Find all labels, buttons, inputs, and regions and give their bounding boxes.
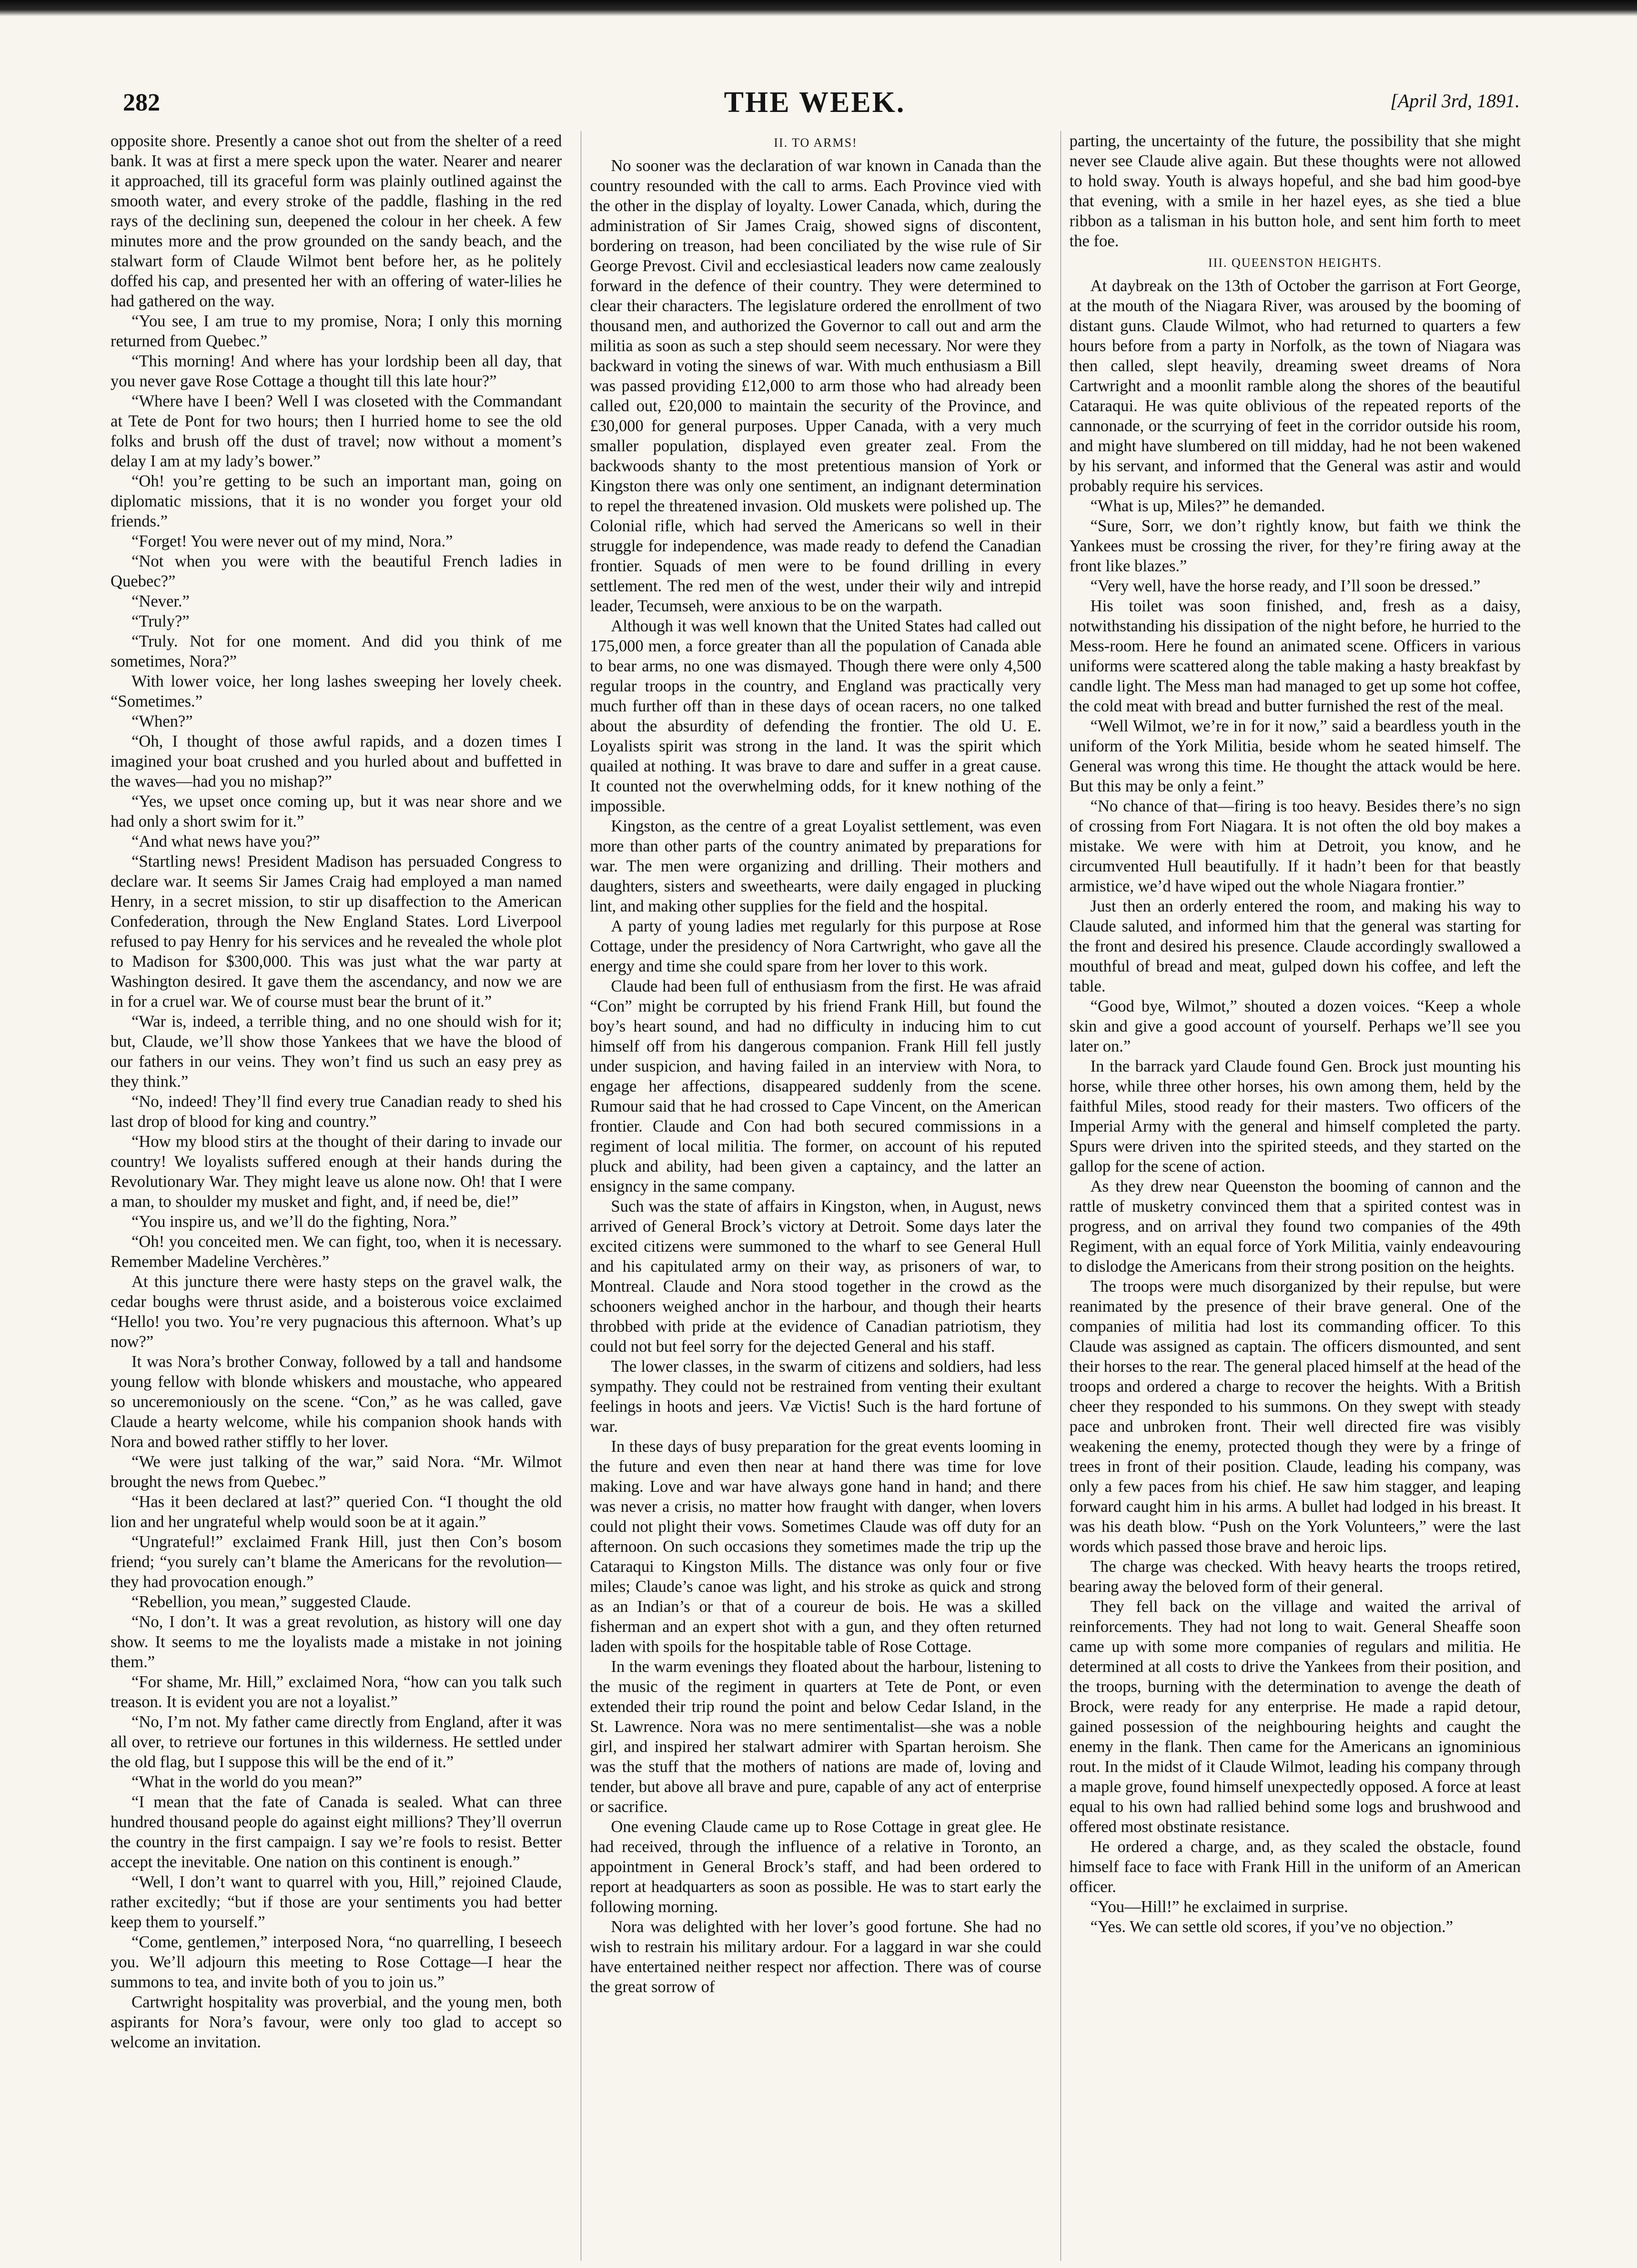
paragraph: “I mean that the fate of Canada is sealed. What can three hundred thousand people do against eight millions? They’ll overrun the country in the first campaign. I say we’re fools to resist. Better accept the inevitable. One nation on this continent is enough.” bbox=[111, 1793, 562, 1871]
issue-date: [April 3rd, 1891. bbox=[1390, 90, 1520, 111]
section-heading: II. TO ARMS! bbox=[774, 136, 858, 150]
section-heading: III. QUEENSTON HEIGHTS. bbox=[1208, 256, 1382, 270]
paragraph: “When?” bbox=[131, 712, 193, 730]
running-title: THE WEEK. bbox=[724, 86, 906, 119]
paragraph: The lower classes, in the swarm of citizens and soldiers, had less sympathy. They could not be restrained from venting their exultant feelings in hoots and jeers. Væ Victis! Such is the hard fortune of war. bbox=[590, 1357, 1041, 1436]
paragraph: parting, the uncertainty of the future, the possibility that she might never see Claude alive again. But these thoughts were not allowed to hold sway. Youth is always hopeful, and she bad him good-bye that evening, with a smile in her hazel eyes, as she tied a blue ribbon as a talisman in his button hole, and sent him forth to meet the foe. bbox=[1069, 132, 1521, 250]
paragraph: “Has it been declared at last?” queried Con. “I thought the old lion and her ungrateful whelp would soon be at it again.” bbox=[111, 1493, 562, 1531]
paragraph: “Oh! you’re getting to be such an important man, going on diplomatic missions, that it is no wonder you forget your old friends.” bbox=[111, 472, 562, 530]
paragraph: “Where have I been? Well I was closeted with the Commandant at Tete de Pont for two hours; then I hurried home to see the old folks and brush off the dust of travel; now without a moment’s delay I am at my lady’s bower.” bbox=[111, 392, 562, 470]
paragraph: Cartwright hospitality was proverbial, and the young men, both aspirants for Nora’s favour, were only too glad to accept so welcome an invitation. bbox=[111, 1993, 562, 2051]
paragraph: “Truly. Not for one moment. And did you think of me sometimes, Nora?” bbox=[111, 632, 562, 670]
paragraph: “No chance of that—firing is too heavy. Besides there’s no sign of crossing from Fort Niagara. It is not often the old boy makes a mistake. We were with him at Detroit, you know, and he circumvented Hull beautifully. If it hadn’t been for that beastly armistice, we’d have wiped out the whole Niagara frontier.” bbox=[1069, 797, 1521, 895]
paragraph: The troops were much disorganized by their repulse, but were reanimated by the presence of their brave general. One of the companies of militia had lost its commanding officer. To this Claude was assigned as captain. The officers dismounted, and sent their horses to the rear. The general placed himself at the head of the troops and ordered a charge to recover the heights. With a British cheer they responded to his summons. On they swept with steady pace and unbroken front. Their well directed fire was visibly weakening the enemy, protected though they were by a fringe of trees in front of their position. Claude, leading his company, was only a few paces from his chief. He saw him stagger, and leaping forward caught him in his arms. A bullet had lodged in his breast. It was his death blow. “Push on the York Volunteers,” were the last words which passed those brave and heroic lips. bbox=[1069, 1277, 1521, 1556]
column-2 bbox=[581, 131, 1041, 2261]
paragraph: “Oh! you conceited men. We can fight, too, when it is necessary. Remember Madeline Verchères.” bbox=[111, 1233, 562, 1271]
paragraph: “Truly?” bbox=[131, 612, 190, 630]
paragraph: “Well, I don’t want to quarrel with you, Hill,” rejoined Claude, rather excitedly; “but if those are your sentiments you had better keep them to yourself.” bbox=[111, 1873, 562, 1931]
paragraph: One evening Claude came up to Rose Cottage in great glee. He had received, through the influence of a relative in Toronto, an appointment in General Brock’s staff, and had been ordered to report at headquarters as soon as possible. He was to start early the following morning. bbox=[590, 1818, 1041, 1916]
page-number: 282 bbox=[123, 89, 160, 116]
paragraph: No sooner was the declaration of war known in Canada than the country resounded with the call to arms. Each Province vied with the other in the display of loyalty. Lower Canada, which, during the administration of Sir James Craig, showed signs of discontent, bordering on treason, had been conciliated by the wise rule of Sir George Prevost. Civil and ecclesiastical leaders now came zealously forward in the defence of their country. They were determined to clear their characters. The legislature ordered the enrollment of two thousand men, and authorized the Governor to call out and arm the militia as soon as such a step should seem necessary. Nor were they backward in voting the sinews of war. With much enthusiasm a Bill was passed providing £12,000 to arm those who had already been called out, £20,000 to maintain the security of the Province, and £30,000 for general purposes. Upper Canada, with a very much smaller population, displayed even greater zeal. From the backwoods shanty to the most pretentious mansion of York or Kingston there was only one sentiment, an indignant determination to repel the threatened invasion. Old muskets were polished up. The Colonial rifle, which had served the Americans so well in their struggle for independence, was made ready to defend the Canadian frontier. Squads of men were to be found drilling in every settlement. The red men of the west, under their wily and intrepid leader, Tecumseh, were anxious to be on the warpath. bbox=[590, 157, 1041, 615]
paragraph: At daybreak on the 13th of October the garrison at Fort George, at the mouth of the Niagara River, was aroused by the booming of distant guns. Claude Wilmot, who had returned to quarters a few hours before from a party in Norfolk, as the town of Niagara was then called, slept heavily, dreaming sweet dreams of Nora Cartwright and a moonlit ramble along the shores of the beautiful Cataraqui. He was quite oblivious of the repeated reports of the cannonade, or the scurrying of feet in the corridor outside his room, and might have slumbered on till midday, had he not been wakened by his servant, and informed that the General was astir and would probably require his services. bbox=[1069, 277, 1521, 495]
paragraph: “Ungrateful!” exclaimed Frank Hill, just then Con’s bosom friend; “you surely can’t blame the Americans for the revolution—they had provocation enough.” bbox=[111, 1533, 562, 1591]
article-columns bbox=[111, 131, 1521, 2261]
paragraph: “You inspire us, and we’ll do the fighting, Nora.” bbox=[131, 1213, 457, 1231]
paragraph: “We were just talking of the war,” said Nora. “Mr. Wilmot brought the news from Quebec.” bbox=[111, 1453, 562, 1491]
paragraph: Just then an orderly entered the room, and making his way to Claude saluted, and informed him that the general was starting for the front and desired his presence. Claude accordingly swallowed a mouthful of bread and meat, gulped down his coffee, and left the table. bbox=[1069, 897, 1521, 995]
paragraph: At this juncture there were hasty steps on the gravel walk, the cedar boughs were thrust aside, and a boisterous voice exclaimed “Hello! you two. You’re very pugnacious this afternoon. What’s up now?” bbox=[111, 1273, 562, 1351]
paragraph: “Oh, I thought of those awful rapids, and a dozen times I imagined your boat crushed and you hurled about and buffetted in the waves—had you no mishap?” bbox=[111, 732, 562, 790]
paragraph: “No, I’m not. My father came directly from England, after it was all over, to retrieve our fortunes in this wilderness. He settled under the old flag, but I suppose this will be the end of it.” bbox=[111, 1713, 562, 1771]
paragraph: In the warm evenings they floated about the harbour, listening to the music of the regiment in quarters at Tete de Pont, or even extended their trip round the point and below Cedar Island, in the St. Lawrence. Nora was no mere sentimentalist—she was a noble girl, and inspired her stalwart admirer with Spartan heroism. She was the stuff that the mothers of nations are made of, loving and tender, but above all brave and pure, capable of any act of enterprise or sacrifice. bbox=[590, 1658, 1041, 1816]
paragraph: “Yes, we upset once coming up, but it was near shore and we had only a short swim for it.” bbox=[111, 792, 562, 830]
scan-edge bbox=[0, 0, 1637, 16]
page-header bbox=[110, 86, 1520, 124]
paragraph: “You see, I am true to my promise, Nora; I only this morning returned from Quebec.” bbox=[111, 312, 562, 350]
paragraph: “War is, indeed, a terrible thing, and no one should wish for it; but, Claude, we’ll show those Yankees that we have the blood of our fathers in our veins. They won’t find us such an easy prey as they think.” bbox=[111, 1012, 562, 1091]
paragraph: “What in the world do you mean?” bbox=[131, 1773, 362, 1791]
paragraph: Claude had been full of enthusiasm from the first. He was afraid “Con” might be corrupted by his friend Frank Hill, but found the boy’s heart sound, and had no difficulty in inducing him to cut himself off from his dangerous companion. Frank Hill fell justly under suspicion, and having failed in an interview with Nora, to engage her affections, disappeared suddenly from the scene. Rumour said that he had crossed to Cape Vincent, on the American frontier. Claude and Con had both secured commissions in a regiment of local militia. The former, on account of his reputed pluck and ability, had been given a captaincy, and the latter an ensigncy in the same company. bbox=[590, 977, 1041, 1195]
paragraph: “Forget! You were never out of my mind, Nora.” bbox=[131, 532, 453, 550]
paragraph: “Not when you were with the beautiful French ladies in Quebec?” bbox=[111, 552, 562, 590]
column-3 bbox=[1061, 131, 1521, 2261]
paragraph: A party of young ladies met regularly for this purpose at Rose Cottage, under the presidency of Nora Cartwright, who gave all the energy and time she could spare from her lover to this work. bbox=[590, 917, 1041, 975]
paragraph: They fell back on the village and waited the arrival of reinforcements. They had not long to wait. General Sheaffe soon came up with some more companies of regulars and militia. He determined at all costs to drive the Yankees from their position, and the troops, burning with the determination to avenge the death of Brock, were ready for any enterprise. He made a rapid detour, gained possession of the neighbouring heights and caught the enemy in the flank. Then came for the Americans an ignominious rout. In the midst of it Claude Wilmot, leading his company through a maple grove, found himself unexpectedly opposed. A force at least equal to his own had rallied behind some logs and brushwood and offered most obstinate resistance. bbox=[1069, 1598, 1521, 1836]
paragraph: “Startling news! President Madison has persuaded Congress to declare war. It seems Sir James Craig had employed a man named Henry, in a secret mission, to stir up disaffection to the American Confederation, through the New England States. Lord Liverpool refused to pay Henry for his services and he revealed the whole plot to Madison for $300,000. This was just what the war party at Washington desired. It gave them the ascendancy, and now we are in for a cruel war. We of course must bear the brunt of it.” bbox=[111, 852, 562, 1011]
paragraph: “You—Hill!” he exclaimed in surprise. bbox=[1090, 1898, 1348, 1916]
paragraph: “Well Wilmot, we’re in for it now,” said a beardless youth in the uniform of the York Militia, beside whom he seated himself. The General was wrong this time. He thought the attack would be here. But this may be only a feint.” bbox=[1069, 717, 1521, 795]
paragraph: In the barrack yard Claude found Gen. Brock just mounting his horse, while three other horses, his own among them, held by the faithful Miles, stood ready for their masters. Two officers of the Imperial Army with the general and himself completed the party. Spurs were driven into the spirited steeds, and they started on the gallop for the scene of action. bbox=[1069, 1057, 1521, 1175]
paragraph: With lower voice, her long lashes sweeping her lovely cheek. “Sometimes.” bbox=[111, 672, 562, 710]
paragraph: “Never.” bbox=[131, 592, 190, 610]
paragraph: “This morning! And where has your lordship been all day, that you never gave Rose Cottage a thought till this late hour?” bbox=[111, 352, 562, 390]
paragraph: The charge was checked. With heavy hearts the troops retired, bearing away the beloved form of their general. bbox=[1069, 1558, 1521, 1596]
paragraph: “Yes. We can settle old scores, if you’ve no objection.” bbox=[1090, 1918, 1453, 1936]
paragraph: “No, indeed! They’ll find every true Canadian ready to shed his last drop of blood for king and country.” bbox=[111, 1093, 562, 1131]
paragraph: He ordered a charge, and, as they scaled the obstacle, found himself face to face with Frank Hill in the uniform of an American officer. bbox=[1069, 1838, 1521, 1896]
paragraph: “And what news have you?” bbox=[131, 832, 320, 850]
paragraph: opposite shore. Presently a canoe shot out from the shelter of a reed bank. It was at first a mere speck upon the water. Nearer and nearer it approached, till its graceful form was plainly outlined against the smooth water, and every stroke of the paddle, flashing in the red rays of the declining sun, deepened the colour in her cheek. A few minutes more and the prow grounded on the sandy beach, and the stalwart form of Claude Wilmot bent before her, as he politely doffed his cap, and presented her with an offering of water-lilies he had gathered on the way. bbox=[111, 132, 562, 310]
paragraph: “Sure, Sorr, we don’t rightly know, but faith we think the Yankees must be crossing the river, for they’re firing away at the front like blazes.” bbox=[1069, 517, 1521, 575]
paragraph: “Very well, have the horse ready, and I’ll soon be dressed.” bbox=[1090, 577, 1481, 595]
paragraph: “Come, gentlemen,” interposed Nora, “no quarrelling, I beseech you. We’ll adjourn this meeting to Rose Cottage—I hear the summons to tea, and invite both of you to join us.” bbox=[111, 1933, 562, 1991]
paragraph: “No, I don’t. It was a great revolution, as history will one day show. It seems to me the loyalists made a mistake in not joining them.” bbox=[111, 1613, 562, 1671]
paragraph: It was Nora’s brother Conway, followed by a tall and handsome young fellow with blonde whiskers and moustache, who appeared so unceremoniously on the scene. “Con,” as he was called, gave Claude a hearty welcome, while his companion shook hands with Nora and bowed rather stiffly to her lover. bbox=[111, 1353, 562, 1451]
paragraph: Nora was delighted with her lover’s good fortune. She had no wish to restrain his military ardour. For a laggard in war she could have entertained neither respect nor affection. There was of course the great sorrow of bbox=[590, 1918, 1041, 1996]
column-1 bbox=[111, 131, 562, 2261]
paragraph: As they drew near Queenston the booming of cannon and the rattle of musketry convinced them that a spirited contest was in progress, and on arrival they found two companies of the 49th Regiment, with an equal force of York Militia, vainly endeavouring to dislodge the Americans from their strong position on the heights. bbox=[1069, 1177, 1521, 1276]
paragraph: Kingston, as the centre of a great Loyalist settlement, was even more than other parts of the country animated by preparations for war. The men were organizing and drilling. Their mothers and daughters, sisters and sweethearts, were daily engaged in plucking lint, and making other supplies for the field and the hospital. bbox=[590, 817, 1041, 915]
paragraph: “Good bye, Wilmot,” shouted a dozen voices. “Keep a whole skin and give a good account of yourself. Perhaps we’ll see you later on.” bbox=[1069, 997, 1521, 1055]
paragraph: His toilet was soon finished, and, fresh as a daisy, notwithstanding his dissipation of the night before, he hurried to the Mess-room. Here he found an animated scene. Officers in various uniforms were scattered along the table making a hasty breakfast by candle light. The Mess man had managed to get up some hot coffee, the cold meat with bread and butter furnished the rest of the meal. bbox=[1069, 597, 1521, 715]
paragraph: “For shame, Mr. Hill,” exclaimed Nora, “how can you talk such treason. It is evident you are not a loyalist.” bbox=[111, 1673, 562, 1711]
paragraph: “Rebellion, you mean,” suggested Claude. bbox=[131, 1593, 411, 1611]
paragraph: “How my blood stirs at the thought of their daring to invade our country! We loyalists suffered enough at their hands during the Revolutionary War. They might leave us alone now. Oh! that I were a man, to shoulder my musket and fight, and, if need be, die!” bbox=[111, 1133, 562, 1211]
paragraph: In these days of busy preparation for the great events looming in the future and even then near at hand there was time for love making. Love and war have always gone hand in hand; and there was never a crisis, no matter how fraught with danger, when lovers could not plight their vows. Sometimes Claude was off duty for an afternoon. On such occasions they sometimes made the trip up the Cataraqui to Kingston Mills. The distance was only four or five miles; Claude’s canoe was light, and his stroke as quick and strong as an Indian’s or that of a coureur de bois. He was a skilled fisherman and an expert shot with a gun, and they often returned laden with spoils for the hospitable table of Rose Cottage. bbox=[590, 1438, 1041, 1656]
paragraph: “What is up, Miles?” he demanded. bbox=[1090, 497, 1325, 515]
paragraph: Such was the state of affairs in Kingston, when, in August, news arrived of General Brock’s victory at Detroit. Some days later the excited citizens were summoned to the wharf to see General Hull and his capitulated army on their way, as prisoners of war, to Montreal. Claude and Nora stood together in the crowd as the schooners weighed anchor in the harbour, and though their hearts throbbed with pride at the evidence of Canadian patriotism, they could not but feel sorry for the dejected General and his staff. bbox=[590, 1197, 1041, 1356]
paragraph: Although it was well known that the United States had called out 175,000 men, a force greater than all the population of Canada able to bear arms, no one was dismayed. Though there were only 4,500 regular troops in the country, and England was practically very much further off than in these days of ocean racers, no one talked about the absurdity of defending the frontier. The old U. E. Loyalists spirit was strong in the land. It was the spirit which quailed at nothing. It was brave to dare and suffer in a great cause. It counted not the overwhelming odds, for it knew nothing of the impossible. bbox=[590, 617, 1041, 815]
